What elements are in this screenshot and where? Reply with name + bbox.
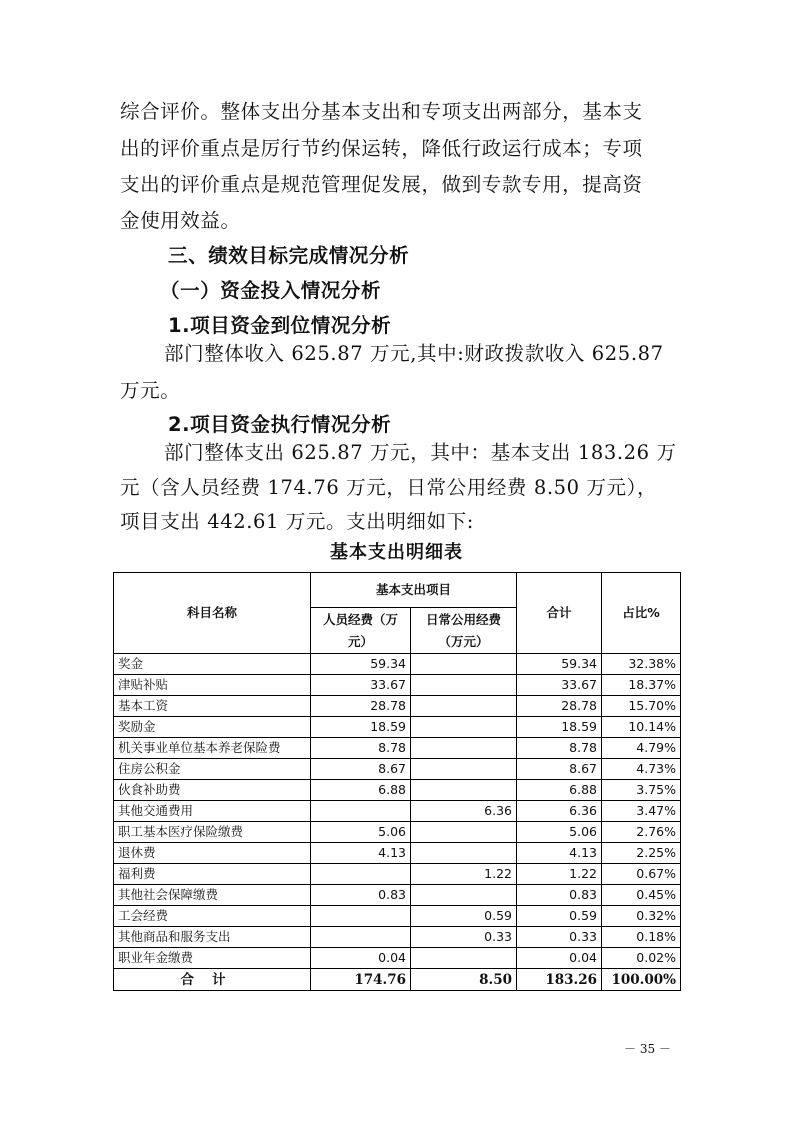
row-personnel: 4.13 <box>311 843 411 864</box>
row-name: 其他交通费用 <box>114 801 311 822</box>
subsection-heading-1: （一）资金投入情况分析 <box>160 279 382 302</box>
row-name: 津贴补贴 <box>114 675 311 696</box>
row-total: 33.67 <box>517 675 602 696</box>
row-total: 1.22 <box>517 864 602 885</box>
row-total: 0.83 <box>517 885 602 906</box>
row-public <box>411 717 517 738</box>
row-name: 基本工资 <box>114 696 311 717</box>
header-group: 基本支出项目 <box>311 573 517 608</box>
header-personnel: 人员经费（万元） <box>311 608 411 654</box>
row-personnel <box>311 864 411 885</box>
row-name: 职业年金缴费 <box>114 948 311 969</box>
total-sum: 183.26 <box>517 969 602 991</box>
total-label: 合计 <box>114 969 311 991</box>
row-personnel: 8.67 <box>311 759 411 780</box>
table-row <box>114 843 681 864</box>
header-ratio: 占比% <box>602 573 681 654</box>
section-heading-3: 三、绩效目标完成情况分析 <box>168 244 410 267</box>
row-name: 福利费 <box>114 864 311 885</box>
row-ratio: 15.70% <box>602 696 681 717</box>
row-public <box>411 759 517 780</box>
expense-line: 项目支出 442.61 万元。支出明细如下: <box>120 510 474 533</box>
row-total: 28.78 <box>517 696 602 717</box>
row-public <box>411 654 517 675</box>
row-total: 0.33 <box>517 927 602 948</box>
expense-line: 元（含人员经费 174.76 万元，日常公用经费 8.50 万元）， <box>120 476 658 499</box>
row-personnel: 6.88 <box>311 780 411 801</box>
row-total: 59.34 <box>517 654 602 675</box>
row-total: 0.59 <box>517 906 602 927</box>
row-name: 工会经费 <box>114 906 311 927</box>
row-name: 伙食补助费 <box>114 780 311 801</box>
row-personnel: 0.04 <box>311 948 411 969</box>
income-line: 万元。 <box>120 379 181 402</box>
row-personnel: 59.34 <box>311 654 411 675</box>
table-row <box>114 885 681 906</box>
row-personnel: 28.78 <box>311 696 411 717</box>
row-total: 18.59 <box>517 717 602 738</box>
total-personnel: 174.76 <box>311 969 411 991</box>
row-public <box>411 780 517 801</box>
row-public: 6.36 <box>411 801 517 822</box>
table-row <box>114 927 681 948</box>
basic-expense-table <box>113 572 681 991</box>
total-row <box>114 969 681 991</box>
row-total: 5.06 <box>517 822 602 843</box>
paragraph-line: 金使用效益。 <box>120 209 241 232</box>
row-personnel: 5.06 <box>311 822 411 843</box>
row-total: 8.67 <box>517 759 602 780</box>
row-personnel <box>311 801 411 822</box>
row-name: 退休费 <box>114 843 311 864</box>
table-row <box>114 801 681 822</box>
item-heading-2: 2.项目资金执行情况分析 <box>168 413 392 436</box>
row-public <box>411 822 517 843</box>
row-total: 8.78 <box>517 738 602 759</box>
row-name: 住房公积金 <box>114 759 311 780</box>
table-row <box>114 759 681 780</box>
paragraph-line: 出的评价重点是厉行节约保运转，降低行政运行成本；专项 <box>120 137 643 160</box>
row-name: 奖金 <box>114 654 311 675</box>
row-public: 0.33 <box>411 927 517 948</box>
row-total: 6.36 <box>517 801 602 822</box>
paragraph-line: 支出的评价重点是规范管理促发展，做到专款专用，提高资 <box>120 173 643 196</box>
row-total: 4.13 <box>517 843 602 864</box>
row-ratio: 3.47% <box>602 801 681 822</box>
table-row <box>114 738 681 759</box>
row-name: 其他社会保障缴费 <box>114 885 311 906</box>
row-ratio: 18.37% <box>602 675 681 696</box>
expense-line: 部门整体支出 625.87 万元，其中：基本支出 183.26 万 <box>164 441 677 464</box>
row-ratio: 3.75% <box>602 780 681 801</box>
table-row <box>114 717 681 738</box>
row-ratio: 4.73% <box>602 759 681 780</box>
row-public <box>411 948 517 969</box>
row-personnel: 33.67 <box>311 675 411 696</box>
table-row <box>114 906 681 927</box>
row-public <box>411 696 517 717</box>
row-ratio: 4.79% <box>602 738 681 759</box>
table-row <box>114 948 681 969</box>
row-personnel <box>311 906 411 927</box>
row-ratio: 2.76% <box>602 822 681 843</box>
row-ratio: 0.02% <box>602 948 681 969</box>
page-number: － 35 － <box>624 1042 671 1056</box>
row-ratio: 2.25% <box>602 843 681 864</box>
header-total: 合计 <box>517 573 602 654</box>
row-personnel: 8.78 <box>311 738 411 759</box>
row-ratio: 0.67% <box>602 864 681 885</box>
income-line: 部门整体收入 625.87 万元,其中:财政拨款收入 625.87 <box>164 342 664 365</box>
row-total: 6.88 <box>517 780 602 801</box>
row-personnel <box>311 927 411 948</box>
row-public <box>411 843 517 864</box>
row-ratio: 32.38% <box>602 654 681 675</box>
total-public: 8.50 <box>411 969 517 991</box>
table-row <box>114 780 681 801</box>
paragraph-line: 综合评价。整体支出分基本支出和专项支出两部分，基本支 <box>120 100 643 123</box>
total-ratio: 100.00% <box>602 969 681 991</box>
row-public <box>411 885 517 906</box>
row-personnel: 18.59 <box>311 717 411 738</box>
row-public <box>411 738 517 759</box>
table-title: 基本支出明细表 <box>330 542 463 563</box>
table-row <box>114 864 681 885</box>
table-row <box>114 654 681 675</box>
row-ratio: 0.32% <box>602 906 681 927</box>
table-row <box>114 822 681 843</box>
row-public: 0.59 <box>411 906 517 927</box>
row-personnel: 0.83 <box>311 885 411 906</box>
table-row <box>114 675 681 696</box>
row-public: 1.22 <box>411 864 517 885</box>
row-ratio: 0.18% <box>602 927 681 948</box>
header-subject: 科目名称 <box>114 573 311 654</box>
row-name: 机关事业单位基本养老保险费 <box>114 738 311 759</box>
row-ratio: 0.45% <box>602 885 681 906</box>
row-name: 其他商品和服务支出 <box>114 927 311 948</box>
table-row <box>114 696 681 717</box>
row-name: 奖励金 <box>114 717 311 738</box>
row-name: 职工基本医疗保险缴费 <box>114 822 311 843</box>
row-ratio: 10.14% <box>602 717 681 738</box>
item-heading-1: 1.项目资金到位情况分析 <box>168 314 392 337</box>
row-total: 0.04 <box>517 948 602 969</box>
header-public: 日常公用经费（万元） <box>411 608 517 654</box>
row-public <box>411 675 517 696</box>
